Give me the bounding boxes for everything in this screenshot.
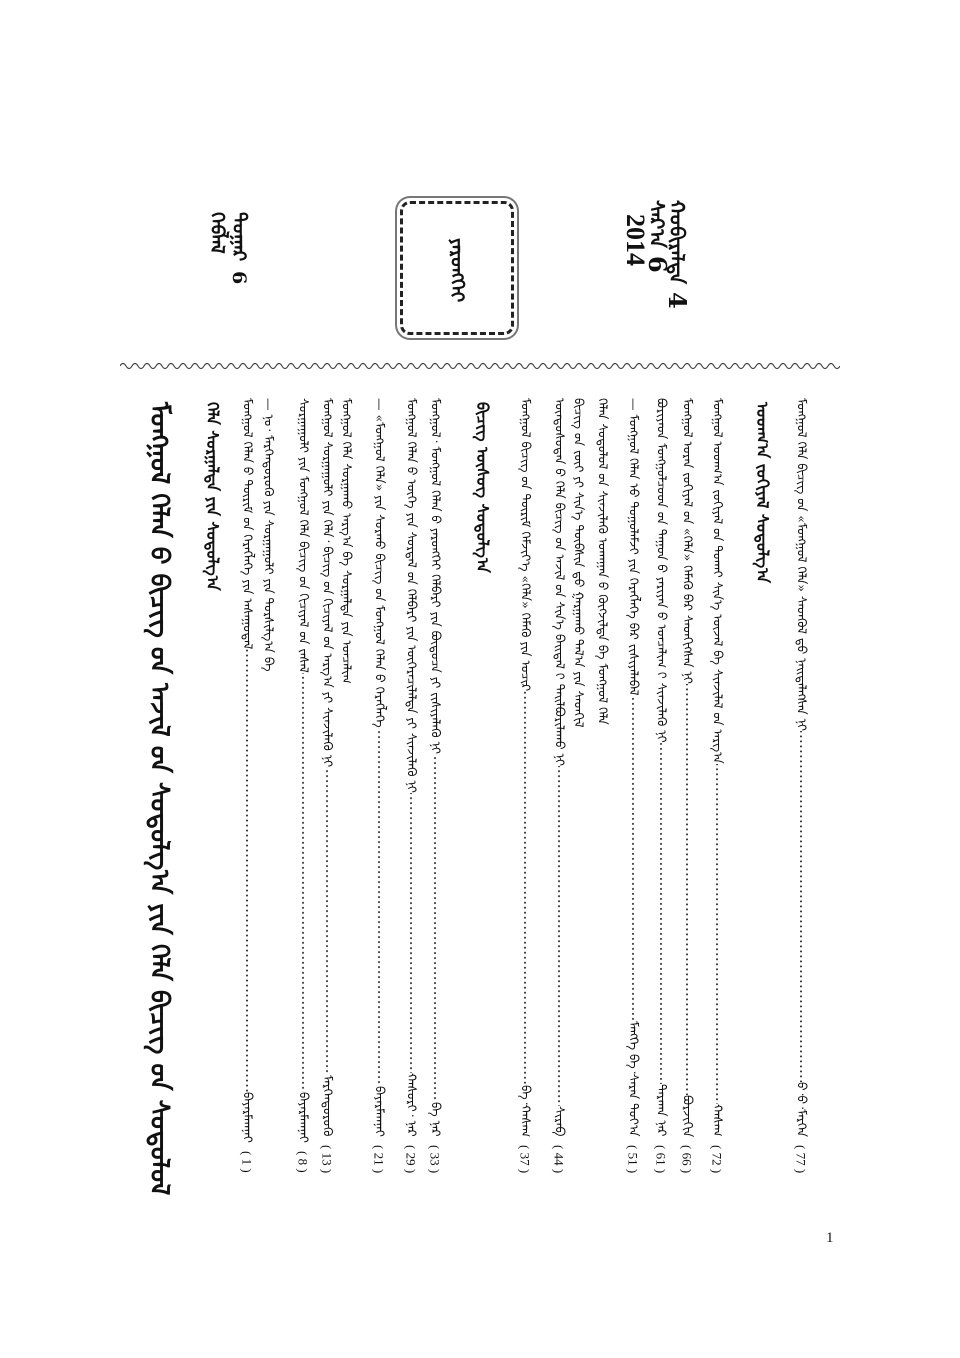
toc-entry-title: ᠮᠣᠩᠭᠣᠯ ᠤᠳᠬ᠎ᠠ ᠵᠣᠬᠢᠶᠠᠯ ᠤ᠋ᠨ ᠲᠤᠬᠠᠢ ᠰᠢᠨ᠎ᠡ ᠦᠵᠡᠯ ᠪᠠ ᠰᠢᠨᠵᠢᠯᠡᠯ ᠦ᠋ᠨ ᠠᠷᠭ᠎ᠠ (710, 398, 726, 764)
toc-entry-author: ᠪ᠂ᠪ᠂ᠮᠡᠷᠭᠡᠨ (794, 1081, 810, 1137)
toc-entry-title: ᠮᠣᠩᠭᠣᠯ ᠰᠤᠷᠭᠠᠭᠤᠯᠢ ᠶᠢᠨ ᠬᠡᠯᠡ᠂ ᠪᠢᠴᠢᠭ ᠤ᠋ᠨ ᠬᠢᠴᠢᠶᠡᠯ ᠤ᠋ᠨ ᠠᠷᠭ᠎ᠠ ᠶᠢ ᠰᠢᠨᠵᠢᠯᠡᠬᠦ ᠨᠢ (320, 398, 336, 768)
toc-entry[interactable] (790, 398, 812, 1173)
header-col-left-b (200, 212, 234, 254)
dot-leader (522, 691, 528, 1084)
toc-entry[interactable] (368, 398, 390, 1173)
toc-entry[interactable] (316, 398, 338, 1173)
toc-entry-title: ᠰᠤᠷᠭᠠᠭᠤᠯᠢ ᠶᠢᠨ ᠮᠣᠩᠭᠣᠯ ᠬᠡᠯᠡ ᠪᠢᠴᠢᠭ ᠤ᠋ᠨ ᠬᠢᠴᠢᠶᠡᠯ ᠦ᠋ᠨ ᠵᠠᠰᠠᠯ (296, 398, 312, 673)
header-label: ᠳᠤᠭᠠᠷ (228, 212, 250, 262)
toc-entry-page: ( 21 ) (371, 1144, 387, 1173)
toc-entry-page: ( 8 ) (295, 1151, 311, 1173)
toc-entry-author: ᠮᠡᠩᠭᠡ ᠪᠠ᠂ᠰᠠᠷᠠᠨ ᠲᠤᠶ᠎ᠠ (626, 1021, 642, 1137)
section-heading: ᠬᠡᠯᠡ ᠰᠤᠷᠭᠠᠯᠲᠠ ᠶᠢᠨ ᠰᠤᠳᠤᠯᠭ᠎ᠠ (203, 402, 222, 591)
toc-entry-title: — «ᠮᠣᠩᠭᠣᠯ ᠬᠡᠯᠡ» ᠶᠢᠨ ᠰᠤᠷᠬᠤ ᠪᠢᠴᠢᠭ ᠤ᠋ᠨ ᠮᠣᠩᠭᠣᠯ ᠬᠡᠯᠡᠨ ᠦ᠌ ᠬᠡᠷᠡᠭᠯᠡᠭᠡ (372, 398, 388, 728)
toc-entry-title: ᠮᠣᠩᠭᠣᠯ ᠤᠷᠠᠨ ᠵᠣᠬᠢᠶᠠᠯ ᠤ᠋ᠨ «ᠬᠡᠯᠡ» ᠬᠡᠮᠡᠬᠦ ᠪᠠᠷ ᠰᠡᠳᠬᠢᠭᠰᠡᠨ ᠨᠢ (680, 398, 696, 684)
toc-entry[interactable] (548, 398, 570, 1173)
toc-entry-page: ( 66 ) (679, 1144, 695, 1173)
toc-entry[interactable] (676, 398, 698, 1173)
header-label: ᠰᠠᠷ᠎ᠠ (645, 200, 669, 248)
dot-leader (376, 728, 382, 1086)
toc-entry[interactable] (340, 398, 353, 1173)
header-number: 4 (663, 292, 692, 309)
toc-entry-page: ( 29 ) (403, 1144, 419, 1173)
toc-entry-author: ᠪᠠᠶᠠᠷᠮᠠᠭᠨᠠᠢ (296, 1092, 312, 1144)
toc-entry-title: ᠮᠣᠩᠭᠣᠯ ᠬᠡᠯᠡᠨ ᠦ᠌ ᠳᠦᠷᠢᠮ ᠤ᠋ᠨ ᠬᠡᠷᠡᠭᠯᠡᠭᠡ ᠶᠢᠨ ᠠᠰᠠᠭᠤᠳᠠᠯ (240, 398, 256, 650)
header-label: ᠬᠡᠪᠯᠡᠯ (206, 212, 228, 254)
toc-entry[interactable] (572, 398, 585, 1173)
dot-leader (658, 743, 664, 1085)
dot-leader (684, 684, 690, 1095)
toc-entry-author: ᠰᠢᠷᠠᠪ (552, 1106, 568, 1137)
toc-entry-author: ᠮᠡᠷᠭᠡᠨᠲᠦᠷᠦᠬᠦ (320, 1075, 336, 1137)
toc-entry[interactable] (650, 398, 672, 1173)
header-number: 6 (643, 255, 672, 273)
toc-entry-author: ᠪᠠᠶᠠᠷᠮᠠᠭᠨᠠᠢ (372, 1085, 388, 1137)
dot-leader (432, 754, 438, 1102)
header-number: 6 (228, 271, 250, 285)
dot-leader (714, 764, 720, 1105)
journal-title: ᠮᠣᠩᠭᠣᠯ ᠬᠡᠯᠡᠨ ᠦ᠌ ᠪᠢᠴᠢᠭ ᠤ᠋ᠨ ᠠᠵᠢᠯ ᠤ᠋ᠨ ᠰᠤᠳᠤᠯᠭ᠎ᠠ ᠶᠢᠨ ᠬᠡᠯᠡ ᠪᠢᠴᠢᠭ ᠤ᠋ᠨ ᠰᠤᠳᠤᠯᠤᠯ (144, 402, 174, 1196)
toc-entry-author: ᠪᠠᠶᠠᠷᠮᠠᠭᠨᠠᠢ (240, 1092, 256, 1144)
toc-entry-author: ᠪᠠ ᠨᠠᠷ (428, 1102, 444, 1137)
toc-entry[interactable] (622, 398, 644, 1173)
toc-entry[interactable] (236, 398, 258, 1173)
dot-leader (798, 731, 804, 1082)
dot-leader (556, 766, 562, 1106)
toc-entry-title: ᠪᠤᠷᠢᠶᠠᠳ ᠮᠣᠩᠭᠣᠯᠴᠤᠳ ᠤ᠋ᠨ ᠳᠠᠭᠤᠨ ᠤ᠋ ᠶᠠᠷᠢᠶᠠᠨ ᠤ᠋ ᠣᠨᠴᠠᠯᠢᠭ ᠢ᠋ ᠰᠢᠨᠵᠢᠯᠡᠬᠦ ᠨᠢ (654, 398, 670, 743)
toc-entry-page: ( 44 ) (551, 1144, 567, 1173)
toc-entry-title: — ᠮᠣᠩᠭᠣᠯ ᠬᠡᠯᠡᠨ ᠦ᠋ ᠲᠣᠭᠣᠯᠠᠮᠵᠢ ᠶᠢᠨ ᠬᠡᠷᠡᠭᠯᠡᠭᠡ ᠪᠠᠷ ᠵᠢᠱᠢᠶᠡᠯᠡᠪᠡᠯ (626, 398, 642, 696)
toc-entry-page: ( 77 ) (793, 1144, 809, 1173)
dot-leader (408, 793, 414, 1073)
dot-leader (324, 767, 330, 1075)
toc-entry-author: ᠬᠠᠰᠠᠭ (710, 1104, 726, 1137)
toc-entry-page: ( 13 ) (319, 1144, 335, 1173)
toc-entry-author: ᠬᠠᠰᠤᠷᠢ᠂ ᠨᠠᠷ (404, 1073, 420, 1137)
header-year: 2014 (621, 214, 650, 266)
section-heading: ᠤᠳᠬ᠎ᠠ ᠵᠣᠬᠢᠶᠠᠯ ᠰᠤᠳᠤᠯᠭ᠎ᠠ (753, 402, 772, 584)
dot-leader (244, 649, 250, 1092)
toc-entry-title: ᠮᠣᠩᠭᠣᠯ᠂ ᠮᠣᠩᠭᠣᠯ ᠬᠡᠯᠡᠨ ᠦ᠌ ᠶᠡᠷᠦᠩᠬᠡᠢ ᠬᠡᠯᠪᠡᠷᠢ ᠶᠢᠨ ᠪᠦᠲᠦᠴᠡ ᠶᠢ ᠵᠢᠱᠢᠶᠡᠯᠡᠬᠦ ᠨᠢ (428, 398, 444, 755)
toc-entry-page: ( 37 ) (517, 1144, 533, 1173)
toc-entry[interactable] (514, 398, 536, 1173)
toc-entry-title: ᠪᠢᠴᠢᠭ ᠤ᠋ᠨ ᠵᠦᠢ ᠶᠢ ᠰᠢᠨ᠎ᠡ ᠲᠦᠪᠰᠢᠨ ᠳ᠋ᠦ᠍ ᠭᠠᠷᠭᠠᠬᠤ ᠲᠠᠯ᠎ᠠ ᠶᠢᠨ ᠰᠡᠳᠬᠢᠯ (571, 398, 587, 728)
toc-entry-author: ᠳᠠᠷᠬᠠᠨ ᠨᠠᠷ (654, 1084, 670, 1137)
toc-entry-page: ( 33 ) (427, 1144, 443, 1173)
toc-entry-page: ( 51 ) (625, 1144, 641, 1173)
dot-leader (300, 673, 306, 1093)
toc-entry[interactable] (596, 398, 609, 1173)
toc-entry-title: ᠮᠣᠩᠭᠣᠯ ᠬᠡᠯᠡ ᠰᠤᠷᠭᠠᠬᠤ ᠠᠷᠭ᠎ᠠ ᠪᠠ ᠰᠤᠷᠭᠠᠯᠲᠠ ᠶᠢᠨ ᠣᠨᠴᠠᠯᠢᠭ (339, 398, 355, 684)
page-number: 1 (826, 1230, 834, 1246)
toc-entry-author: ᠪᠣᠷᠵᠢᠭᠢᠨ (680, 1094, 696, 1137)
header-label: ᠬᠣᠪᠢᠷᠠᠯᠲᠠ (665, 200, 689, 285)
toc-entry-page: ( 61 ) (653, 1144, 669, 1173)
toc-entry-title: ᠮᠣᠩᠭᠣᠯ ᠬᠡᠯᠡᠨ ᠦ᠌ ᠦᠭᠡ ᠶᠢᠨ ᠰᠤᠷᠲᠠᠯ ᠤ᠋ᠨ ᠬᠡᠯᠪᠡᠷᠢ ᠶᠢᠨ ᠥᠭᠡᠷᠡᠴᠢᠯᠡᠯᠲᠡ ᠶᠢ ᠰᠢᠨᠵᠢᠯᠡᠬᠦ ᠨᠢ (404, 398, 420, 793)
toc-entry-title: ᠮᠣᠩᠭᠣᠯ ᠪᠢᠴᠢᠭ ᠤ᠋ᠨ ᠳᠦᠷᠢᠮ ᠬᠡᠮᠵᠢᠶ᠎ᠡ «ᠬᠡᠯᠡ» ᠬᠡᠮᠡᠬᠦ ᠶᠢᠨ ᠤᠴᠢᠷ (518, 398, 534, 692)
toc-entry[interactable] (424, 398, 446, 1173)
toc-entry-title: — ᠨᠣ᠂ ᠮᠡᠷᠭᠡᠨᠲᠦᠷᠦᠬᠦ ᠶᠢᠨ ᠰᠤᠷᠭᠠᠭᠤᠯᠢ ᠶᠢᠨ ᠲᠤᠷᠰᠢᠯᠭ᠎ᠠ ᠪᠠ (261, 398, 277, 672)
toc-entry-title: ᠬᠡᠯᠡᠨ ᠰᠤᠳᠤᠯᠤᠯ ᠤ᠋ᠨ ᠰᠢᠨᠵᠢᠯᠡᠬᠦ ᠤᠬᠠᠭᠠᠨ ᠤ᠋ ᠬᠥᠭᠵᠢᠯᠲᠡ ᠪᠠ ᠮᠣᠩᠭᠣᠯ ᠬᠡᠯᠡ (595, 398, 611, 725)
toc-entry-page: ( 72 ) (709, 1144, 725, 1173)
toc-entry-page: ( 1 ) (239, 1151, 255, 1173)
stamp-label: ᠶᠡᠷᠦᠩᠬᠡᠢ (446, 238, 468, 303)
section-heading: ᠪᠢᠴᠢᠭ ᠦᠰᠦᠭ ᠰᠤᠳᠤᠯᠭ᠎ᠠ (473, 402, 492, 573)
toc-entry-title: ᠦᠨᠳᠦᠰᠦᠲᠡᠨ ᠦ᠌ ᠬᠡᠯᠡ ᠪᠢᠴᠢᠭ ᠤ᠋ᠨ ᠠᠵᠢᠯ ᠤ᠋ᠨ ᠰᠢᠨ᠎ᠡ ᠪᠠᠢᠳᠠᠯ ᠢ᠋ ᠲᠠᠢᠯᠪᠤᠷᠢᠯᠠᠬᠤ ᠨᠢ (552, 398, 568, 766)
toc-entry[interactable] (706, 398, 728, 1173)
toc-entry[interactable] (400, 398, 422, 1173)
toc-entry-author: ᠪᠠ᠂ᠬᠠᠰᠠᠭ (518, 1084, 534, 1137)
toc-entry[interactable] (262, 398, 275, 1173)
dot-leader (630, 696, 636, 1022)
toc-entry[interactable] (292, 398, 314, 1173)
toc-entry-title: ᠮᠣᠩᠭᠣᠯ ᠬᠡᠯᠡ ᠪᠢᠴᠢᠭ ᠤ᠋ᠨ «ᠮᠣᠩᠭᠣᠯ ᠬᠡᠯᠡ» ᠰᠡᠳᠬᠦᠯ ᠳ᠋ᠤ᠌ ᠨᠡᠢᠳᠡᠯᠡᠭᠰᠡᠨ ᠨᠢ (794, 398, 810, 732)
wavy-divider (120, 360, 840, 372)
